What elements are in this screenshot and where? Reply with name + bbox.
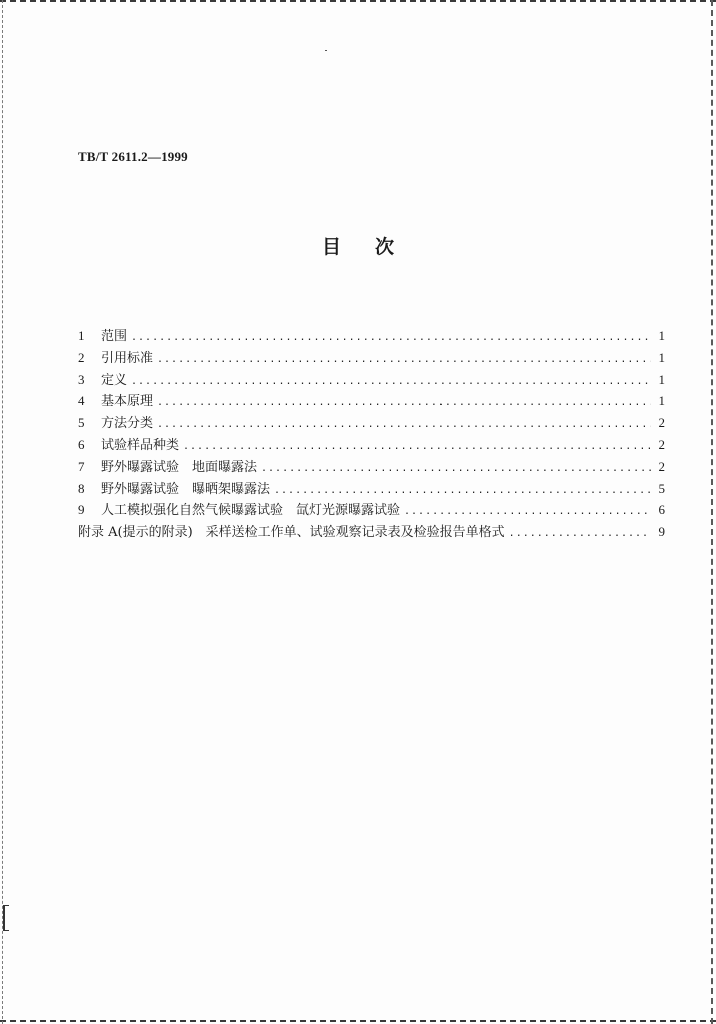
- toc-dot-leader: [274, 480, 651, 502]
- document-code: TB/T 2611.2—1999: [78, 149, 188, 164]
- toc-entry-title: 野外曝露试验 曝晒架曝露法: [101, 481, 271, 497]
- toc-entry[interactable]: [78, 347, 665, 369]
- toc-entry-page: 2: [658, 415, 665, 431]
- toc-dot-leader: [404, 501, 651, 523]
- toc-entry-number: 4: [78, 393, 85, 409]
- toc-entry-page: 2: [658, 458, 665, 474]
- toc-entry-page: 1: [658, 328, 665, 343]
- toc-entry-number: 9: [78, 502, 85, 518]
- toc-entry[interactable]: [78, 478, 665, 500]
- toc-dot-leader: [183, 436, 651, 458]
- toc-entry-number: 7: [78, 458, 85, 474]
- scan-edge-top: [0, 0, 716, 2]
- toc-entry[interactable]: [78, 325, 665, 347]
- toc-entry[interactable]: [78, 412, 665, 434]
- toc-entry-title: 基本原理: [101, 394, 154, 410]
- toc-entry-page: 1: [658, 393, 665, 409]
- toc-dot-leader: [131, 371, 651, 393]
- binding-mark: [3, 905, 9, 931]
- toc-entry-title: 野外曝露试验 地面曝露法: [101, 459, 258, 475]
- toc-entry-title: 引用标准: [101, 350, 154, 366]
- toc-dot-leader: [261, 458, 651, 480]
- toc-entry-title: 定义: [101, 372, 128, 388]
- scan-speck: [325, 50, 327, 51]
- toc-dot-leader: [131, 327, 651, 349]
- toc-entry-page: 1: [658, 371, 665, 387]
- toc-entry-page: 5: [658, 480, 665, 496]
- toc-entry[interactable]: [78, 369, 665, 391]
- toc-dot-leader: [509, 523, 651, 545]
- table-of-contents: [78, 325, 665, 543]
- toc-entry[interactable]: [78, 499, 665, 521]
- scan-edge-left: [2, 0, 3, 1024]
- toc-entry-number: 6: [78, 436, 85, 452]
- scan-edge-bottom: [0, 1020, 716, 1022]
- toc-entry-number: 1: [78, 328, 85, 343]
- toc-entry-number: 2: [78, 349, 85, 365]
- toc-entry-title: 附录 A(提示的附录) 采样送检工作单、试验观察记录表及检验报告单格式: [78, 525, 505, 541]
- toc-dot-leader: [157, 392, 651, 414]
- toc-entry-title: 人工模拟强化自然气候曝露试验 氙灯光源曝露试验: [101, 503, 401, 519]
- toc-entry-number: 8: [78, 480, 85, 496]
- toc-entry-page: 9: [658, 524, 665, 540]
- toc-entry-page: 2: [658, 436, 665, 452]
- scan-edge-right: [711, 0, 713, 1024]
- toc-entry-number: 5: [78, 415, 85, 431]
- toc-entry-page: 1: [658, 349, 665, 365]
- toc-entry-title: 范围: [101, 329, 128, 344]
- toc-entry-title: 试验样品种类: [101, 437, 180, 453]
- toc-dot-leader: [157, 349, 651, 371]
- toc-heading-right: 次: [375, 236, 395, 258]
- toc-entry[interactable]: [78, 434, 665, 456]
- toc-entry-number: 3: [78, 371, 85, 387]
- toc-heading: [0, 232, 716, 259]
- toc-entry-title: 方法分类: [101, 416, 154, 432]
- toc-dot-leader: [157, 414, 651, 436]
- toc-entry-appendix[interactable]: [78, 521, 665, 543]
- toc-heading-left: 目: [321, 236, 341, 258]
- toc-entry[interactable]: [78, 456, 665, 478]
- toc-entry[interactable]: [78, 390, 665, 412]
- toc-entry-page: 6: [658, 502, 665, 518]
